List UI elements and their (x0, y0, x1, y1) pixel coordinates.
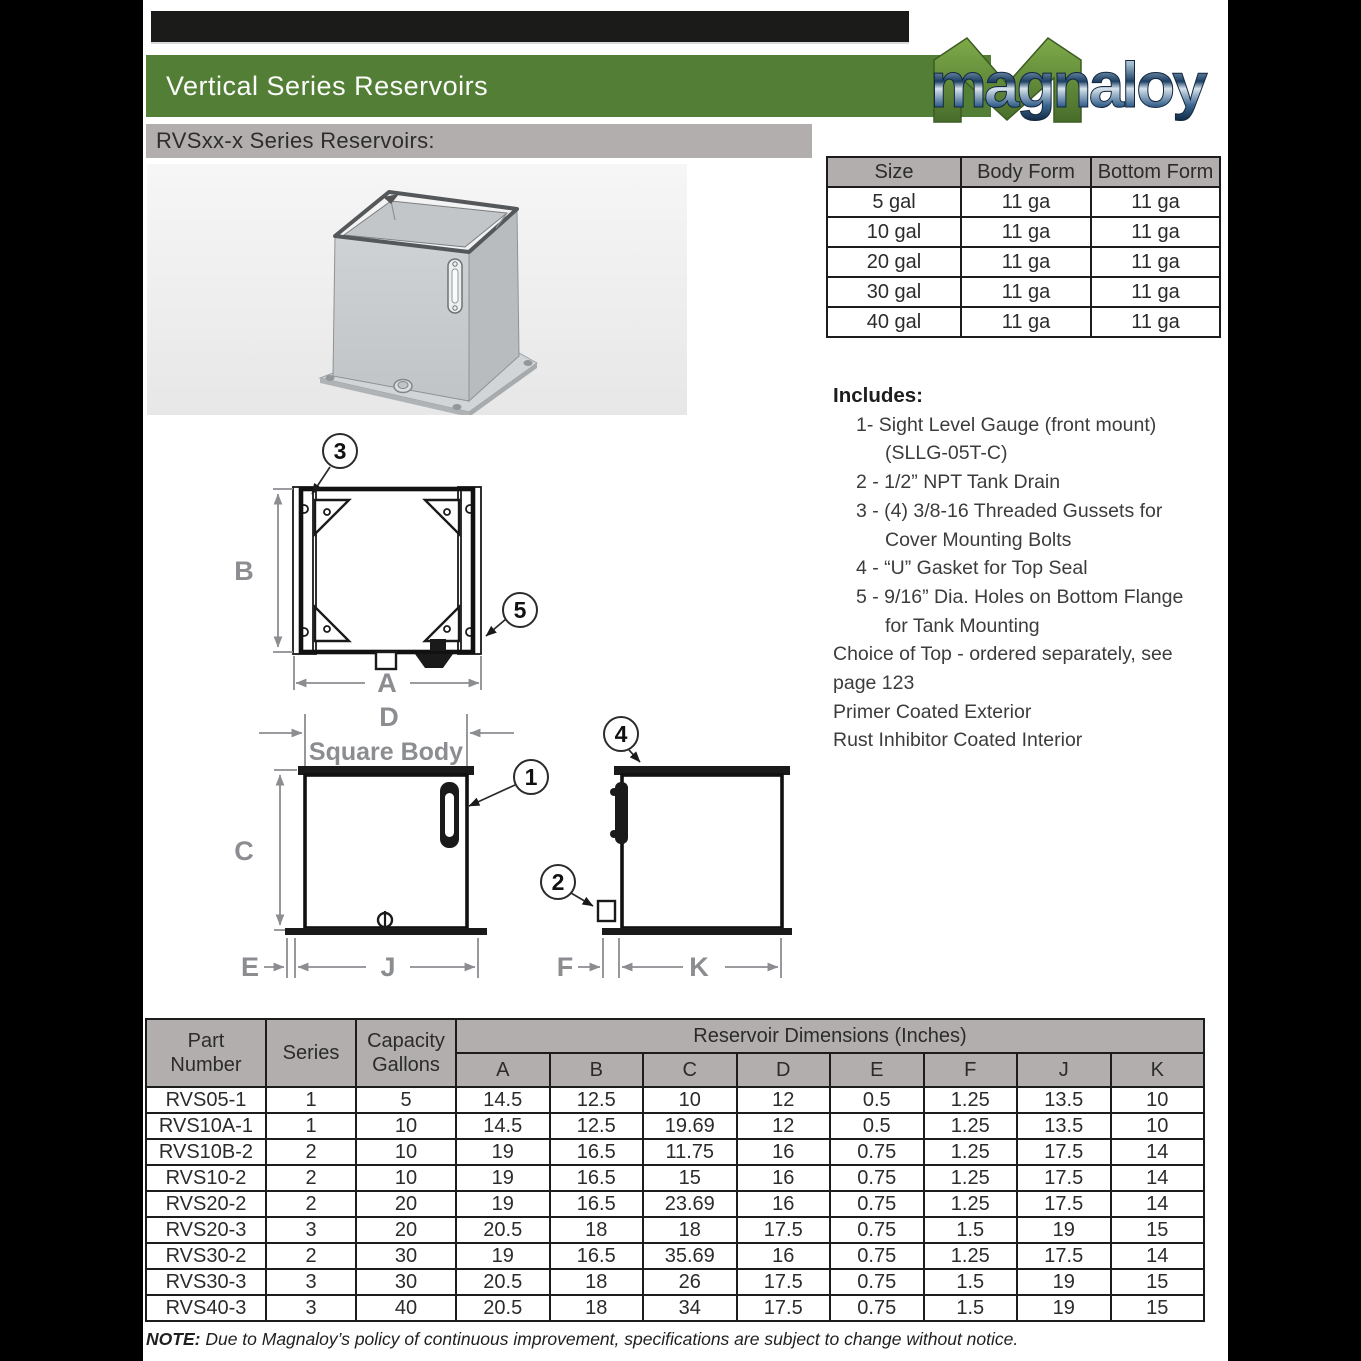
section-title: RVSxx-x Series Reservoirs: (156, 128, 435, 153)
table-cell: 14 (1111, 1139, 1205, 1165)
footnote (146, 1329, 1018, 1350)
table-row (146, 1243, 1204, 1269)
table-cell: 40 gal (827, 307, 961, 337)
table-cell: 11 ga (1091, 217, 1220, 247)
table-cell: 19.69 (643, 1113, 737, 1139)
table-cell: 15 (1111, 1295, 1205, 1321)
dim-label-e: E (240, 952, 260, 982)
gusset-top-left (315, 500, 349, 534)
table-cell: RVS30-2 (146, 1243, 266, 1269)
title-bar (146, 55, 991, 117)
table-cell: 3 (266, 1217, 356, 1243)
capacity-header: Capacity Gallons (356, 1019, 456, 1087)
table-cell: 10 (356, 1113, 456, 1139)
table-cell: 14 (1111, 1191, 1205, 1217)
table-cell: 19 (456, 1243, 550, 1269)
top-view (234, 434, 537, 698)
table-cell: RVS40-3 (146, 1295, 266, 1321)
top-accent-bar (151, 11, 909, 44)
table-cell: 0.75 (830, 1165, 924, 1191)
table-cell: 20 gal (827, 247, 961, 277)
table-cell: 19 (1017, 1269, 1111, 1295)
includes-line: (SLLG-05T-C) (885, 442, 1008, 465)
table-cell: 11 ga (961, 217, 1091, 247)
table-cell: 17.5 (1017, 1165, 1111, 1191)
table-cell: 2 (266, 1139, 356, 1165)
table-row (827, 307, 1220, 337)
table-cell: 12.5 (550, 1113, 644, 1139)
table-cell: 10 (356, 1165, 456, 1191)
drain-side (598, 901, 615, 921)
table-cell: 1.25 (924, 1165, 1018, 1191)
table-row (146, 1087, 1204, 1113)
table-cell: 3 (266, 1269, 356, 1295)
table-cell: 16.5 (550, 1243, 644, 1269)
table-cell: 17.5 (737, 1269, 831, 1295)
gauge-table-body (827, 187, 1220, 337)
dim-table-body (146, 1087, 1204, 1321)
table-cell: RVS05-1 (146, 1087, 266, 1113)
includes-list (833, 382, 1227, 755)
table-cell: RVS10A-1 (146, 1113, 266, 1139)
callout-3: 3 (333, 438, 347, 464)
table-cell: RVS30-3 (146, 1269, 266, 1295)
includes-line: Choice of Top - ordered separately, see (833, 643, 1173, 666)
table-row (146, 1295, 1204, 1321)
table-cell: 18 (550, 1295, 644, 1321)
table-cell: 19 (456, 1191, 550, 1217)
dim-column-header: F (924, 1053, 1018, 1087)
side-view (541, 717, 792, 982)
table-cell: 14 (1111, 1243, 1205, 1269)
table-cell: 23.69 (643, 1191, 737, 1217)
table-cell: 2 (266, 1165, 356, 1191)
table-cell: 16.5 (550, 1191, 644, 1217)
callout-1: 1 (524, 764, 538, 790)
table-cell: 5 (356, 1087, 456, 1113)
dimensions-group-header: Reservoir Dimensions (Inches) (456, 1019, 1204, 1053)
part-number-header: Part Number (146, 1019, 266, 1087)
table-cell: 14 (1111, 1165, 1205, 1191)
dim-header-row-1 (146, 1019, 1204, 1053)
table-cell: 1.25 (924, 1113, 1018, 1139)
table-cell: RVS10-2 (146, 1165, 266, 1191)
dim-label-b: B (234, 556, 254, 586)
table-cell: 18 (550, 1269, 644, 1295)
table-cell: 10 (1111, 1087, 1205, 1113)
table-cell: 11 ga (1091, 187, 1220, 217)
table-cell: 34 (643, 1295, 737, 1321)
table-cell: 16 (737, 1165, 831, 1191)
table-cell: 1.5 (924, 1217, 1018, 1243)
table-cell: 26 (643, 1269, 737, 1295)
table-cell: 30 (356, 1269, 456, 1295)
dim-label-a: A (377, 668, 397, 698)
table-row (146, 1191, 1204, 1217)
table-cell: 0.5 (830, 1113, 924, 1139)
table-cell: 0.75 (830, 1243, 924, 1269)
footnote-text: Due to Magnaloy’s policy of continuous improvement, specifications are subject to change without notice. (205, 1329, 1019, 1349)
table-cell: 18 (643, 1217, 737, 1243)
table-cell: 19 (456, 1165, 550, 1191)
table-cell: 17.5 (1017, 1191, 1111, 1217)
table-cell: 2 (266, 1191, 356, 1217)
table-cell: 11 ga (1091, 307, 1220, 337)
table-cell: 16.5 (550, 1139, 644, 1165)
table-cell: 40 (356, 1295, 456, 1321)
table-cell: 15 (643, 1165, 737, 1191)
table-cell: 17.5 (737, 1295, 831, 1321)
table-cell: 11 ga (961, 187, 1091, 217)
table-row (146, 1113, 1204, 1139)
dim-label-j: J (380, 952, 396, 982)
dim-column-header: C (643, 1053, 737, 1087)
table-cell: 1.5 (924, 1295, 1018, 1321)
includes-line: Cover Mounting Bolts (885, 528, 1072, 551)
series-header: Series (266, 1019, 356, 1087)
table-cell: 1.25 (924, 1243, 1018, 1269)
footnote-label: NOTE: (146, 1329, 201, 1349)
table-row (827, 277, 1220, 307)
table-cell: 10 (643, 1087, 737, 1113)
includes-line: for Tank Mounting (885, 614, 1040, 637)
table-cell: 30 (356, 1243, 456, 1269)
table-row (146, 1217, 1204, 1243)
table-cell: 19 (456, 1139, 550, 1165)
table-cell: 16.5 (550, 1165, 644, 1191)
table-row (146, 1139, 1204, 1165)
callout-2: 2 (551, 869, 565, 895)
table-cell: 11 ga (961, 307, 1091, 337)
table-row (146, 1165, 1204, 1191)
table-cell: 12 (737, 1113, 831, 1139)
dim-column-header: B (550, 1053, 644, 1087)
table-cell: 1.25 (924, 1139, 1018, 1165)
includes-line: 4 - “U” Gasket for Top Seal (856, 557, 1088, 580)
includes-line: page 123 (833, 672, 915, 695)
table-cell: 2 (266, 1243, 356, 1269)
dimensions-table (145, 1018, 1205, 1322)
table-cell: 16 (737, 1139, 831, 1165)
gauge-column-header: Body Form (961, 157, 1091, 187)
table-cell: 20 (356, 1191, 456, 1217)
table-cell: 3 (266, 1295, 356, 1321)
dim-column-header: E (830, 1053, 924, 1087)
table-cell: 0.75 (830, 1139, 924, 1165)
dim-label-d: D (379, 702, 399, 732)
magnaloy-logo (922, 30, 1252, 125)
table-cell: 11 ga (1091, 277, 1220, 307)
dim-label-f: F (556, 952, 574, 982)
table-cell: RVS20-2 (146, 1191, 266, 1217)
table-cell: 13.5 (1017, 1087, 1111, 1113)
dim-label-k: K (689, 952, 709, 982)
table-cell: 10 (1111, 1113, 1205, 1139)
callout-4: 4 (614, 721, 628, 747)
callout-5: 5 (513, 597, 527, 623)
table-cell: 17.5 (1017, 1139, 1111, 1165)
table-cell: 0.75 (830, 1269, 924, 1295)
table-row (146, 1269, 1204, 1295)
table-cell: 12.5 (550, 1087, 644, 1113)
table-cell: 0.75 (830, 1217, 924, 1243)
table-cell: 1 (266, 1113, 356, 1139)
table-cell: 18 (550, 1217, 644, 1243)
table-cell: 1.5 (924, 1269, 1018, 1295)
dim-column-header: D (737, 1053, 831, 1087)
table-cell: 1.25 (924, 1191, 1018, 1217)
gauge-column-header: Size (827, 157, 961, 187)
table-cell: 35.69 (643, 1243, 737, 1269)
table-cell: RVS20-3 (146, 1217, 266, 1243)
table-cell: 16 (737, 1191, 831, 1217)
gauge-column-header: Bottom Form (1091, 157, 1220, 187)
table-cell: 1.25 (924, 1087, 1018, 1113)
table-cell: 20.5 (456, 1217, 550, 1243)
table-cell: 11 ga (961, 277, 1091, 307)
table-row (827, 187, 1220, 217)
square-body-label: Square Body (308, 738, 464, 766)
section-header-bar (146, 124, 812, 158)
table-row (827, 247, 1220, 277)
table-cell: 12 (737, 1087, 831, 1113)
includes-lines (833, 411, 1227, 755)
table-cell: 16 (737, 1243, 831, 1269)
table-cell: 20 (356, 1217, 456, 1243)
table-cell: 30 gal (827, 277, 961, 307)
product-photo (147, 164, 687, 415)
table-cell: 13.5 (1017, 1113, 1111, 1139)
table-cell: 15 (1111, 1217, 1205, 1243)
dim-column-header: K (1111, 1053, 1205, 1087)
includes-line: 2 - 1/2” NPT Tank Drain (856, 471, 1061, 494)
table-cell: 0.5 (830, 1087, 924, 1113)
gauge-header-row (827, 157, 1220, 187)
table-row (827, 217, 1220, 247)
includes-heading: Includes: (833, 384, 923, 407)
includes-line: Rust Inhibitor Coated Interior (833, 729, 1083, 752)
table-cell: 19 (1017, 1295, 1111, 1321)
table-cell: 10 (356, 1139, 456, 1165)
table-cell: 20.5 (456, 1295, 550, 1321)
table-cell: 14.5 (456, 1087, 550, 1113)
gauge-spec-table (826, 156, 1221, 338)
table-cell: 11.75 (643, 1139, 737, 1165)
table-cell: 15 (1111, 1269, 1205, 1295)
table-cell: 11 ga (1091, 247, 1220, 277)
table-cell: 20.5 (456, 1269, 550, 1295)
front-view (234, 702, 548, 982)
table-cell: 19 (1017, 1217, 1111, 1243)
table-cell: 0.75 (830, 1191, 924, 1217)
catalog-page (143, 0, 1228, 1361)
table-cell: 17.5 (737, 1217, 831, 1243)
table-cell: 17.5 (1017, 1243, 1111, 1269)
includes-line: 5 - 9/16” Dia. Holes on Bottom Flange (856, 585, 1184, 608)
table-cell: 10 gal (827, 217, 961, 247)
includes-line: 3 - (4) 3/8-16 Threaded Gussets for (856, 499, 1163, 522)
page-title: Vertical Series Reservoirs (166, 70, 489, 101)
table-cell: 5 gal (827, 187, 961, 217)
table-cell: 11 ga (961, 247, 1091, 277)
dim-column-header: A (456, 1053, 550, 1087)
logo-wordmark: magnaloy (930, 49, 1205, 121)
includes-line: Primer Coated Exterior (833, 700, 1032, 723)
includes-line: 1- Sight Level Gauge (front mount) (856, 413, 1157, 436)
technical-drawing (147, 430, 837, 1002)
dim-column-header: J (1017, 1053, 1111, 1087)
dim-label-c: C (234, 836, 254, 866)
table-cell: 14.5 (456, 1113, 550, 1139)
table-cell: RVS10B-2 (146, 1139, 266, 1165)
table-cell: 0.75 (830, 1295, 924, 1321)
table-cell: 1 (266, 1087, 356, 1113)
